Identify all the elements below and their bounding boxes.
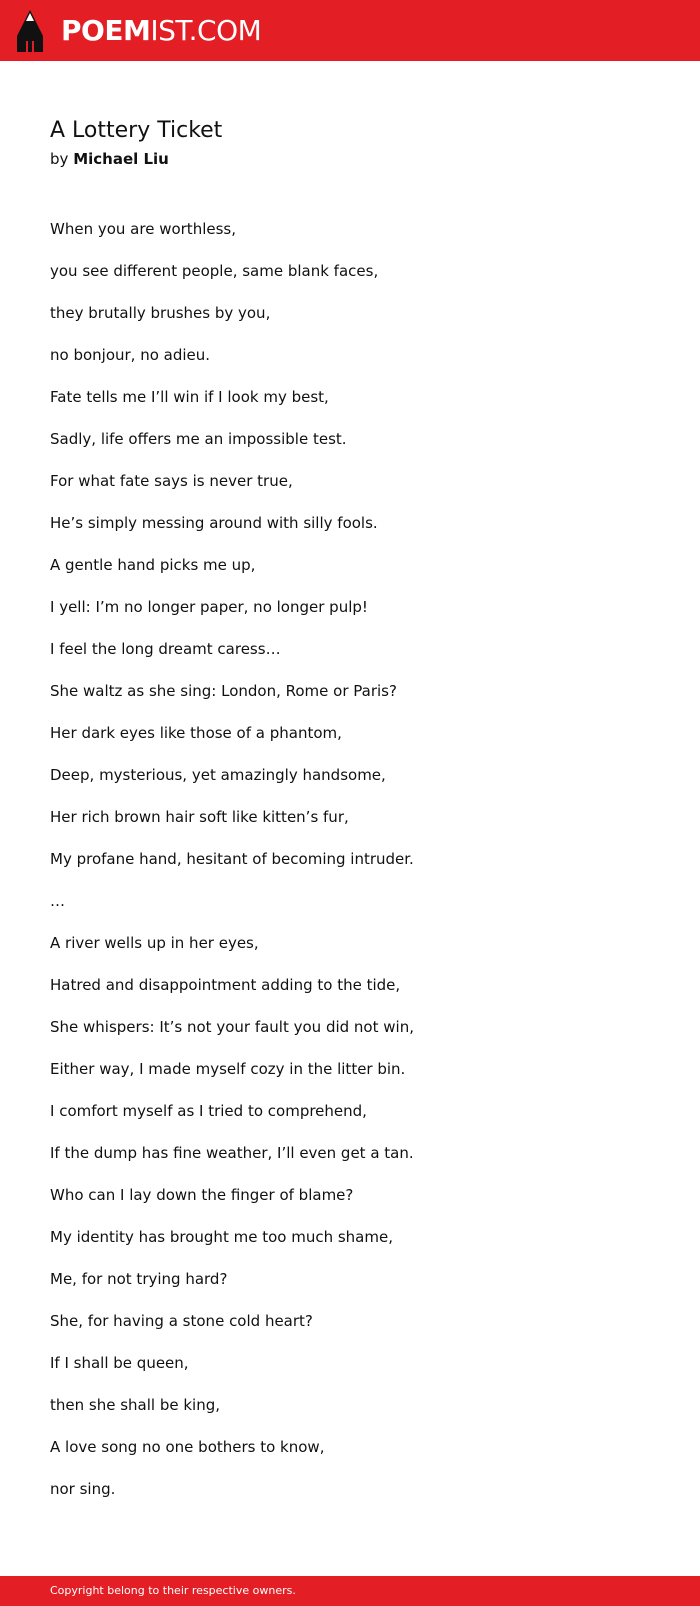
poem-line: Fate tells me I’ll win if I look my best, — [50, 388, 329, 406]
poem-line: Deep, mysterious, yet amazingly handsome, — [50, 766, 386, 784]
poem-line: When you are worthless, — [50, 220, 236, 238]
poem-title: A Lottery Ticket — [50, 118, 223, 143]
poem-line: A gentle hand picks me up, — [50, 556, 256, 574]
poem-line: then she shall be king, — [50, 1396, 220, 1414]
poem-line: He’s simply messing around with silly fools. — [50, 514, 378, 532]
poem-line: … — [50, 892, 65, 910]
poem-line: Me, for not trying hard? — [50, 1270, 228, 1288]
poem-author: Michael Liu — [73, 150, 169, 168]
poem-line: you see different people, same blank faces, — [50, 262, 379, 280]
poem-line: I yell: I’m no longer paper, no longer pulp! — [50, 598, 368, 616]
poem-line: Who can I lay down the finger of blame? — [50, 1186, 354, 1204]
poem-line: Her rich brown hair soft like kitten’s fur, — [50, 808, 349, 826]
poem-line: A love song no one bothers to know, — [50, 1438, 325, 1456]
poem-line: A river wells up in her eyes, — [50, 934, 259, 952]
poem-line: If the dump has fine weather, I’ll even get a tan. — [50, 1144, 414, 1162]
poem-line: My identity has brought me too much shame, — [50, 1228, 393, 1246]
poem-line: She, for having a stone cold heart? — [50, 1312, 313, 1330]
logo-text-bold: POEM — [61, 14, 151, 47]
poem-line: Her dark eyes like those of a phantom, — [50, 724, 342, 742]
site-logo-text — [61, 10, 261, 52]
poem-line: She whispers: It’s not your fault you did not win, — [50, 1018, 414, 1036]
poem-line: Hatred and disappointment adding to the tide, — [50, 976, 401, 994]
pencil-icon — [17, 10, 43, 52]
poem-line: no bonjour, no adieu. — [50, 346, 211, 364]
poem-byline — [50, 148, 169, 170]
poem-line: nor sing. — [50, 1480, 116, 1498]
copyright-notice: Copyright belong to their respective owners. — [50, 1584, 296, 1597]
site-logo-link[interactable] — [17, 10, 261, 52]
site-footer — [0, 1576, 700, 1606]
poem-line: If I shall be queen, — [50, 1354, 189, 1372]
poem-line: they brutally brushes by you, — [50, 304, 271, 322]
byline-prefix: by — [50, 150, 69, 168]
poem-line: I comfort myself as I tried to comprehend, — [50, 1102, 367, 1120]
poem-line: For what fate says is never true, — [50, 472, 293, 490]
poem-line: She waltz as she sing: London, Rome or Paris? — [50, 682, 397, 700]
poem-line: Either way, I made myself cozy in the litter bin. — [50, 1060, 406, 1078]
poem-line: I feel the long dreamt caress… — [50, 640, 281, 658]
poem-line: Sadly, life offers me an impossible test. — [50, 430, 347, 448]
poem-body — [50, 215, 650, 1517]
logo-text-light: IST.COM — [150, 14, 262, 47]
site-header — [0, 0, 700, 61]
poem-line: My profane hand, hesitant of becoming intruder. — [50, 850, 414, 868]
